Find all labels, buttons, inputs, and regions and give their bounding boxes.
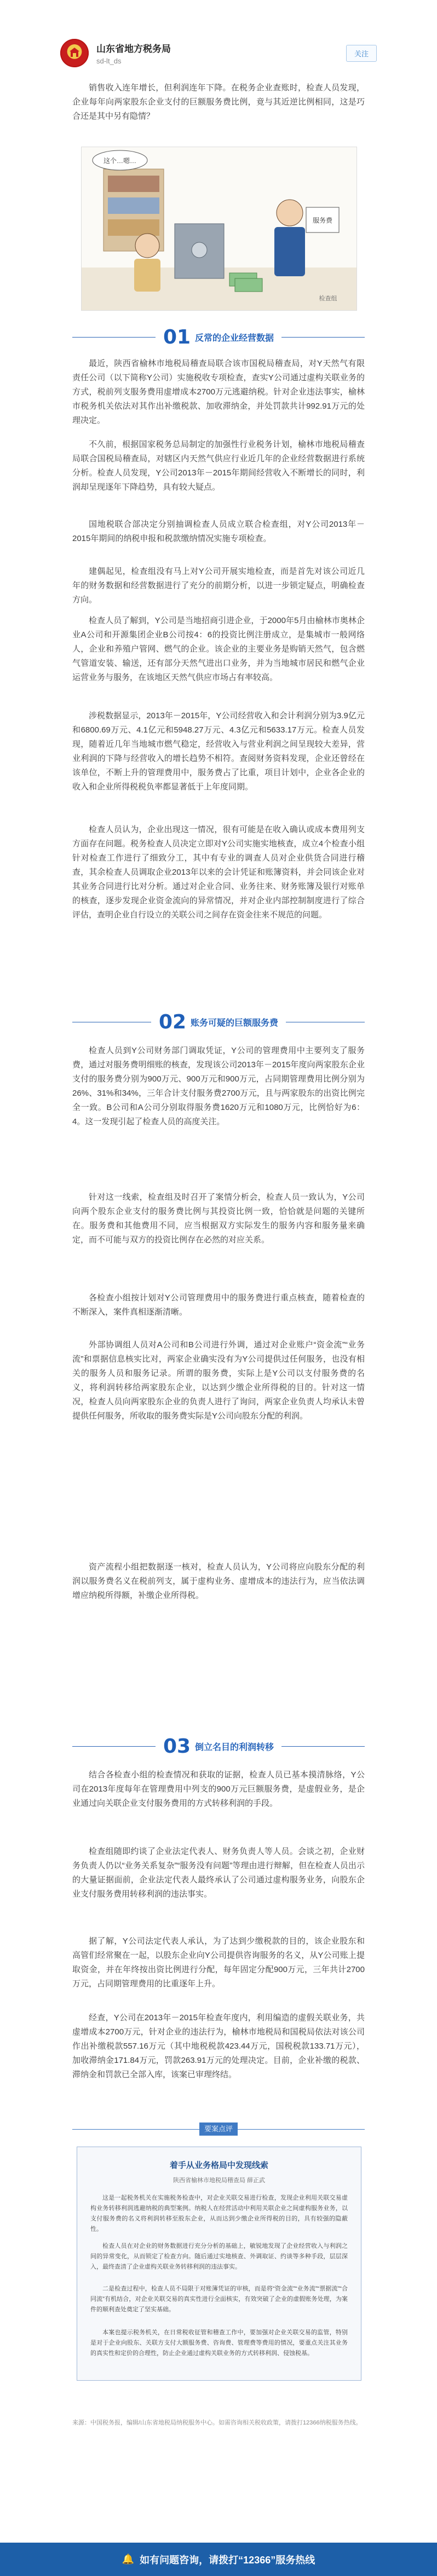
source-footnote: 来源：中国税务报，编辑/山东省地税局纳税服务中心。如需咨询相关税收政策，请拨打12366纳税服务热线。	[72, 2420, 362, 2426]
section1-paragraph: 检查人员认为，企业出现这一情况，很有可能是在收入确认或成本费用列支方面存在问题。税务检查人员决定立即对Y公司实施实地核查，成立4个检查小组针对检查工作进行了细致分工，其中有专业的调查人员对企业供货合同进行稽查，其余检查人员调取企业2013年以来的会计凭证和账簿资料，并会同该企业对其业务合同进行比对分析。通过对企业合同、业务往来、财务账簿及银行对账单的核查，逐步发现企业资金流向的异常情况，并对企业内部控制制度进行了综合评估，查明企业自行设立的关联公司之间存在资金往来不规范的问题。	[72, 825, 365, 920]
account-header	[60, 33, 377, 73]
box-label: 检查组	[319, 295, 337, 302]
section1-paragraph: 最近，陕西省榆林市地税局稽查局联合该市国税局稽查局，对Y天然气有限责任公司（以下简称Y公司）实施税收专项检查，查实Y公司通过虚构关联业务的方式，税前列支服务费用虚增成本2700万元逃避纳税。针对企业违法事实，榆林市税务机关依法对其作出补缴税款、加收滞纳金，并处罚款共计992.91万元的处理决定。	[72, 359, 365, 425]
section3-paragraph: 据了解，Y公司法定代表人承认，为了达到少缴税款的目的，该企业股东和高管们经常聚在一起，以股东企业向Y公司提供咨询服务的名义，从Y公司账上提取资金，并在年终按出资比例进行分配，每年固定分配900万元，三年共计2700万元，占同期管理费用的比重逐年上升。	[72, 1937, 365, 1988]
bell-icon: 🔔	[122, 2554, 135, 2565]
account-info	[96, 41, 171, 65]
commentary-box	[77, 2147, 361, 2381]
section-number: 01	[163, 325, 191, 348]
section-number: 03	[163, 1735, 191, 1758]
section2-paragraph: 各检查小组按计划对Y公司管理费用中的服务费进行重点核查，随着检查的不断深入，案件真相逐渐清晰。	[72, 1293, 365, 1317]
section3-paragraph: 经查，Y公司在2013年－2015年检查年度内，利用编造的虚假关联业务，共虚增成本2700万元，针对企业的违法行为，榆林市地税局和国税局依法对该公司作出补缴税款557.16万元（其中地税税款423.44万元，国税税款133.71万元），加收滞纳金171.84万元，罚款263.91万元的处理决定。目前，企业补缴的税款、滞纳金和罚款已全部入库，该案已审理终结。	[72, 2013, 365, 2079]
section3-paragraph: 结合各检查小组的检查情况和获取的证据，检查人员已基本摸清脉络，Y公司在2013年度每年在管理费用中列支的900万元巨额服务费，是虚假业务，是企业通过向关联企业支付服务费用的方式转移利润的手段。	[72, 1770, 365, 1808]
tax-inspection-cartoon	[82, 147, 357, 310]
section2-paragraph: 检查人员到Y公司财务部门调取凭证，Y公司的管理费用中主要列支了服务费，通过对服务费明细账的核查，发现该公司2013年－2015年度向两家股东企业支付的服务费分别为900万元、900万元和900万元，占同期管理费用比例分别为26%、31%和34%，三年合计支付服务费2700万元，且与两家股东的出资比例完全一致。B公司和A公司分别取得服务费1620万元和1080万元，比例恰好为6：4。这一发现引起了检查人员的高度关注。	[72, 1046, 365, 1126]
section1-paragraph: 不久前，根据国家税务总局制定的加强性行业税务计划，榆林市地税局稽查局联合国税局稽查局，对辖区内天然气供应行业近几年的企业经营数据进行系统分析。检查人员发现，Y公司2013年－2015年期间经营收入不断增长的同时，利润却呈现逐年下降趋势，具有较大疑点。	[72, 440, 365, 492]
section-heading: 账务可疑的巨额服务费	[191, 1018, 279, 1028]
commentary-tag: 要案点评	[199, 2123, 238, 2136]
speech-bubble-text: 这个…嗯…	[103, 157, 137, 165]
cartoon-illustration	[81, 147, 357, 311]
section-heading: 反常的企业经营数据	[195, 333, 274, 343]
intro-paragraph: 销售收入连年增长，但利润连年下降。在税务企业查账时，检查人员发现，企业每年向两家股东企业支付的巨额服务费比例，竟与其近逆比例相同，这是巧合还是其中另有隐情？	[72, 83, 365, 121]
account-id: sd-lt_ds	[96, 57, 122, 65]
commentary-title: 着手从业务格局中发现线索	[169, 2161, 268, 2170]
commentary-paragraph: 这是一起税务机关在实施税务检查中，对企业关联交易进行检查，发现企业利用关联交易虚构业务转移利润逃避纳税的典型案例。纳税人在经营活动中利用关联企业之间虚构服务业务，以支付服务费的名义将利润转移至股东企业，从而达到少缴企业所得税的目的，具有较强的隐蔽性。	[90, 2195, 348, 2232]
commentary-author: 陕西省榆林市地税局稽查局 薛正武	[173, 2177, 266, 2184]
section-title-02	[72, 1011, 365, 1033]
section3-paragraph: 检查组随即约谈了企业法定代表人、财务负责人等人员。会谈之初，企业财务负责人仍以“业务关系复杂”“服务没有问题”等理由进行辩解，但在检查人员出示的大量证据面前，企业法定代表人最终承认了公司通过虚构服务业务，向股东企业支付服务费用转移利润的违法事实。	[72, 1847, 365, 1899]
section2-paragraph: 针对这一线索，检查组及时召开了案情分析会，检查人员一致认为，Y公司向两个股东企业支付的服务费比例与其投资比例一致，恰恰就是问题的关键所在。服务费和其他费用不同，应当根据双方实际发生的服务内容和服务量来确定，而不可能与双方的投资比例存在必然的对应关系。	[72, 1193, 365, 1245]
sign-label: 服务费	[312, 217, 333, 224]
emblem-icon	[66, 45, 83, 61]
section2-paragraph: 外部协调组人员对A公司和B公司进行外调，通过对企业账户“资金流”“业务流”和票据信息核实比对，两家企业确实没有为Y公司提供过任何服务，也没有相关的服务人员和服务记录。所谓的服务费，实际上是Y公司以支付服务费的名义，将利润转移给两家股东企业，以达到少缴企业所得税的目的。针对这一情况，检查人员向两家股东企业的负责人进行了询问，两家企业负责人均承认未曾提供任何服务，所收取的服务费实际是Y公司向股东分配的利润。	[72, 1340, 365, 1421]
hotline-banner[interactable]	[0, 2543, 437, 2576]
follow-button[interactable]: 关注	[346, 45, 377, 62]
section1-paragraph: 建偶起见，检查组没有马上对Y公司开展实地检查，而是首先对该公司近几年的财务数据和经营数据进行了充分的前期分析，以进一步锁定疑点，明确检查方向。	[72, 567, 365, 604]
account-name: 山东省地方税务局	[96, 44, 171, 54]
hotline-text: 如有问题咨询，请拨打“12366”服务热线	[140, 2554, 315, 2566]
section-heading: 倒立名目的利润转移	[195, 1742, 274, 1752]
commentary-paragraph: 检查人员在对企业的财务数据进行充分分析的基础上，敏锐地发现了企业经营收入与利润之间的异常变化，从而锁定了检查方向。随后通过实地核查、外调取证、约谈等多种手段，层层深入，最终查清了企业虚构关联业务转移利润的违法事实。	[90, 2243, 348, 2270]
section2-paragraph: 资产流程小组把数据逐一核对，检查人员认为，Y公司将应向股东分配的利润以服务费名义在税前列支，属于虚构业务、虚增成本的违法行为，应当依法调增应纳税所得额，补缴企业所得税。	[72, 1562, 365, 1600]
section-title-03	[72, 1735, 365, 1757]
commentary-paragraph: 二是检查过程中，检查人员不局限于对账簿凭证的审核，而是将“资金流”“业务流”“票据流”“合同流”有机结合，对企业关联交易的真实性进行全面核实，有效突破了企业的虚假账务处理，为案件的顺利查处奠定了坚实基础。	[90, 2286, 348, 2313]
section1-paragraph: 涉税数据显示，2013年－2015年，Y公司经营收入和会计利润分别为3.9亿元和6800.69万元、4.1亿元和5948.27万元、4.3亿元和5633.17万元。检查人员发现，随着近几年当地城市燃气稳定，经营收入与营业利润之间呈现较大差异，营业利润的下降与经营收入的增长趋势不相符。查阅财务资料发现，企业还曾经在该单位，不断上升的管理费用中，服务费占了比重，项目计划中，企业各企业的收入和企业所得税税负率都显著低于上年度同期。	[72, 711, 365, 792]
section1-paragraph: 检查人员了解到，Y公司是当地招商引进企业，于2000年5月由榆林市奥林企业A公司和开源集团企业B公司按4：6的投资比例注册成立，是集城市一般网络人，企业和养殖户管网、燃气的企业。该企业的主要业务是购销天然气，包含燃气管道安装、输送，还有部分天然气进出口业务，并为当地城市居民和燃气企业运营业务与服务，在该地区天然气供应市场占有率较高。	[72, 616, 365, 682]
section1-paragraph: 国地税联合部决定分别抽调检查人员成立联合检查组，对Y公司2013年－2015年期间的纳税申报和税款缴纳情况实施专项检查。	[72, 520, 365, 543]
commentary-paragraph: 本案也提示税务机关，在日常税收征管和稽查工作中，要加强对企业关联交易的监管，特别是对于企业向股东、关联方支付大额服务费、咨询费、管理费等费用的情况，要重点关注其业务的真实性和定价的合理性，防止企业通过虚构关联业务的方式转移利润、侵蚀税基。	[90, 2329, 348, 2357]
section-title-01	[72, 326, 365, 348]
tax-bureau-logo	[60, 39, 89, 67]
section-number: 02	[158, 1010, 187, 1033]
